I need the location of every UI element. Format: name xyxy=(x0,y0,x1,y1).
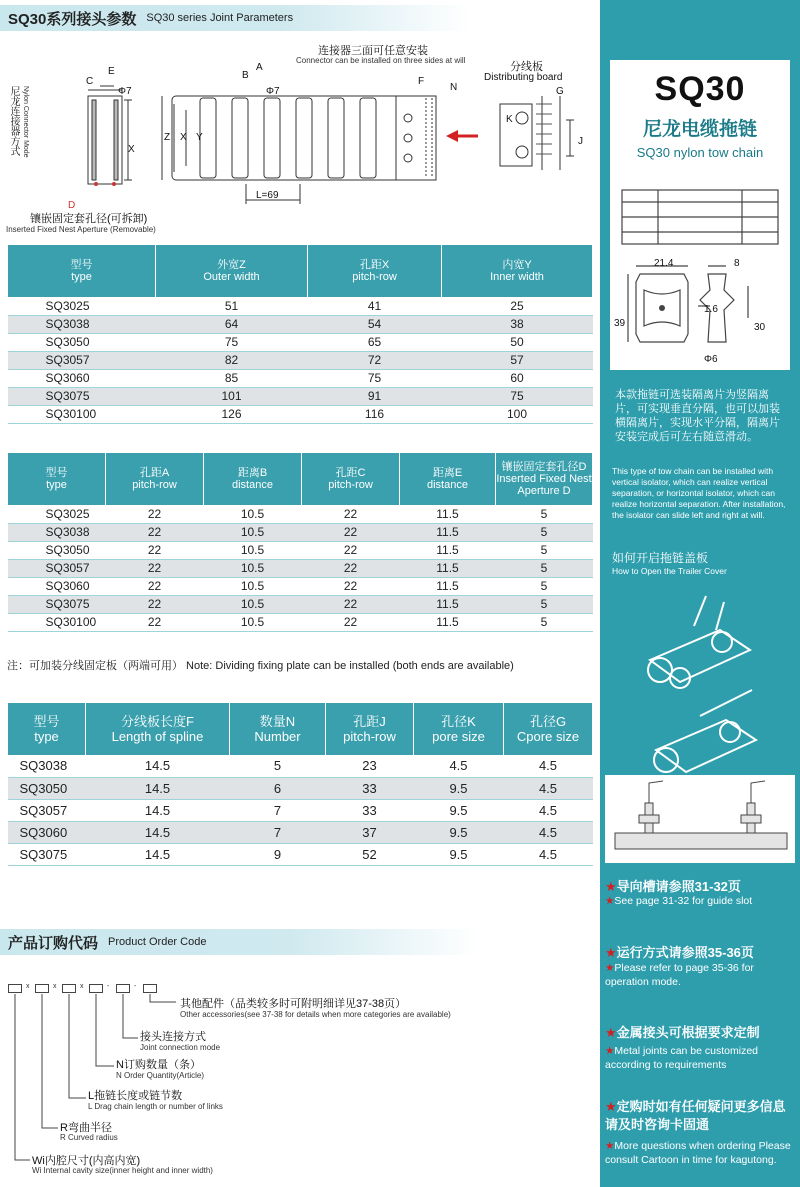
table-row xyxy=(8,821,593,843)
code-sep-5: - xyxy=(134,983,137,990)
table-cell: 22 xyxy=(106,595,204,613)
connector-cn: 连接器三面可任意安装 xyxy=(318,45,428,57)
table-cell: 91 xyxy=(308,387,442,405)
dim-label-l: L=69 xyxy=(256,190,279,201)
cell-type: SQ3060 xyxy=(8,577,106,595)
table-cell: 116 xyxy=(308,405,442,423)
dim-label-e: E xyxy=(108,66,115,77)
th-inner-width: 内宽Y Inner width xyxy=(442,245,593,297)
connector-en: Connector can be installed on three sides at will xyxy=(296,56,466,65)
table-row xyxy=(8,297,593,315)
table-cell: 5 xyxy=(496,505,593,523)
cell-type: SQ3025 xyxy=(8,297,156,315)
cell-type: SQ3060 xyxy=(8,369,156,387)
table-cell: 100 xyxy=(442,405,593,423)
dim-label-d: D xyxy=(68,200,76,211)
cell-type: SQ3075 xyxy=(8,843,86,865)
note-guide-slot-en: ★See page 31-32 for guide slot xyxy=(605,895,753,907)
star-icon: ★ xyxy=(605,1025,617,1040)
cell-type: SQ3038 xyxy=(8,523,106,541)
code-sep-1: x xyxy=(26,983,30,990)
star-icon: ★ xyxy=(605,895,615,907)
th-type: 型号 type xyxy=(8,703,86,755)
table-cell: 82 xyxy=(156,351,308,369)
dim-label-n: N xyxy=(450,82,458,93)
table-cell: 33 xyxy=(326,777,414,799)
table-cell: 9.5 xyxy=(414,799,504,821)
table-cell: 4.5 xyxy=(504,755,593,777)
nest-aperture-en: Inserted Fixed Nest Aperture (Removable) xyxy=(6,225,156,234)
dim-label-z: Z xyxy=(164,132,171,143)
table-cell: 60 xyxy=(442,369,593,387)
th-pitch-a: 孔距A pitch-row xyxy=(106,453,204,505)
table-row xyxy=(8,333,593,351)
table-row xyxy=(8,613,593,631)
code-sep-4: - xyxy=(107,983,110,990)
table-cell: 9.5 xyxy=(414,777,504,799)
table-cell: 23 xyxy=(326,755,414,777)
dim-21-4: 21.4 xyxy=(654,258,674,269)
order-item-length-cn: L拖链长度或链节数 xyxy=(88,1090,183,1102)
table-cell: 4.5 xyxy=(504,843,593,865)
table-cell: 10.5 xyxy=(204,595,302,613)
table-row xyxy=(8,351,593,369)
th-type: 型号 type xyxy=(8,453,106,505)
table-row xyxy=(8,405,593,423)
th-type: 型号 type xyxy=(8,245,156,297)
table-cell: 33 xyxy=(326,799,414,821)
order-item-accessories-en: Other accessories(see 37-38 for details when more categories are available) xyxy=(180,1010,451,1019)
guide-slot-card xyxy=(605,775,795,863)
dim-label-x: X xyxy=(180,132,187,143)
nest-aperture-cn: 镶嵌固定套孔径(可拆卸) xyxy=(30,213,148,225)
table-cell: 50 xyxy=(442,333,593,351)
table-cell: 10.5 xyxy=(204,577,302,595)
dim-label-x-left: X xyxy=(128,144,135,155)
table-cell: 22 xyxy=(302,577,400,595)
th-number-n: 数量N Number xyxy=(230,703,326,755)
distributing-cn: 分线板 xyxy=(510,61,543,73)
table-row xyxy=(8,755,593,777)
table-cell: 5 xyxy=(496,541,593,559)
how-open-en: How to Open the Trailer Cover xyxy=(612,566,727,576)
cell-type: SQ3038 xyxy=(8,755,86,777)
table-row xyxy=(8,777,593,799)
cell-type: SQ3050 xyxy=(8,333,156,351)
table-cell: 9.5 xyxy=(414,843,504,865)
table-cell: 11.5 xyxy=(400,559,496,577)
note-guide-slot-cn: ★导向槽请参照31-32页 xyxy=(605,879,741,894)
order-item-radius-en: R Curved radius xyxy=(60,1133,118,1142)
order-item-quantity-en: N Order Quantity(Article) xyxy=(116,1071,205,1080)
th-pore-k: 孔径K pore size xyxy=(414,703,504,755)
table-cell: 38 xyxy=(442,315,593,333)
table-cell: 10.5 xyxy=(204,505,302,523)
table-cell: 85 xyxy=(156,369,308,387)
table-cell: 54 xyxy=(308,315,442,333)
table-cell: 65 xyxy=(308,333,442,351)
star-icon: ★ xyxy=(605,1140,615,1152)
table-cell: 14.5 xyxy=(86,821,230,843)
th-outer-width: 外宽Z Outer width xyxy=(156,245,308,297)
dim-1-6: 1.6 xyxy=(704,304,718,315)
dim-label-j: J xyxy=(578,136,583,147)
dim-label-c: C xyxy=(86,76,94,87)
star-icon: ★ xyxy=(605,1099,617,1114)
table-row xyxy=(8,387,593,405)
order-item-joint-cn: 接头连接方式 xyxy=(140,1031,206,1043)
table-cell: 5 xyxy=(496,577,593,595)
table-cell: 10.5 xyxy=(204,523,302,541)
table-cell: 5 xyxy=(496,523,593,541)
nylon-mode-en: Nylon Connector Mode xyxy=(22,86,29,158)
product-title: SQ30 xyxy=(654,70,746,108)
table-cell: 5 xyxy=(496,613,593,631)
table-cell: 75 xyxy=(156,333,308,351)
order-item-length-en: L Drag chain length or number of links xyxy=(88,1102,223,1111)
table-cell: 75 xyxy=(308,369,442,387)
open-cover-illustration xyxy=(630,590,780,780)
table-cell: 11.5 xyxy=(400,577,496,595)
star-icon: ★ xyxy=(605,1045,615,1057)
table-cell: 25 xyxy=(442,297,593,315)
table-cell: 51 xyxy=(156,297,308,315)
code-sep-3: x xyxy=(80,983,84,990)
cell-type: SQ3057 xyxy=(8,799,86,821)
order-item-radius-cn: R弯曲半径 xyxy=(60,1122,112,1134)
dim-label-phi7b: Φ7 xyxy=(266,86,280,97)
cell-type: SQ30100 xyxy=(8,613,106,631)
cell-type: SQ3057 xyxy=(8,559,106,577)
order-item-joint-en: Joint connection mode xyxy=(140,1043,221,1052)
table-cell: 22 xyxy=(302,613,400,631)
note-questions-en: ★More questions when ordering Please consult Cartoon in time for kagutong. xyxy=(605,1140,791,1166)
th-pitch-j: 孔距J pitch-row xyxy=(326,703,414,755)
table-cell: 72 xyxy=(308,351,442,369)
order-item-accessories-cn: 其他配件（品类较多时可附明细详见37-38页） xyxy=(180,998,407,1010)
note-metal-joints-cn: ★金属接头可根据要求定制 xyxy=(605,1025,760,1040)
star-icon: ★ xyxy=(605,879,617,894)
table-cell: 4.5 xyxy=(504,799,593,821)
star-icon: ★ xyxy=(605,962,615,974)
table-cell: 57 xyxy=(442,351,593,369)
cell-type: SQ3075 xyxy=(8,595,106,613)
cell-type: SQ3060 xyxy=(8,821,86,843)
table-cell: 4.5 xyxy=(414,755,504,777)
th-length-spline: 分线板长度F Length of spline xyxy=(86,703,230,755)
isolator-desc-cn: 本款拖链可选装隔离片为竖隔离片，可实现垂直分隔，也可以加装横隔离片，实现水平分隔，隔离片安装完成后可左右随意滑动。 xyxy=(615,389,780,443)
table-row xyxy=(8,369,593,387)
table-connector-dimensions xyxy=(7,453,593,632)
table-cell: 14.5 xyxy=(86,755,230,777)
th-distance-b: 距离B distance xyxy=(204,453,302,505)
dim-8: 8 xyxy=(734,258,740,269)
dim-label-g: G xyxy=(556,86,564,97)
table-outer-dimensions xyxy=(7,245,593,424)
table-row xyxy=(8,595,593,613)
sidebar-panel xyxy=(600,0,800,1187)
table-cell: 5 xyxy=(230,755,326,777)
product-subtitle-en: SQ30 nylon tow chain xyxy=(636,145,764,160)
note-metal-joints-en: ★Metal joints can be customized according to requirements xyxy=(605,1045,758,1071)
table-cell: 4.5 xyxy=(504,821,593,843)
section-title-en: SQ30 series Joint Parameters xyxy=(146,12,294,24)
note-operation-en: ★Please refer to page 35-36 for operation mode. xyxy=(605,962,754,988)
chain-link-drawing xyxy=(616,186,784,366)
table-cell: 101 xyxy=(156,387,308,405)
order-item-cavity-en: Wi Internal cavity size(inner height and inner width) xyxy=(32,1166,213,1175)
table-cell: 10.5 xyxy=(204,541,302,559)
table-cell: 10.5 xyxy=(204,613,302,631)
th-distance-e: 距离E distance xyxy=(400,453,496,505)
dim-30: 30 xyxy=(754,322,766,333)
table-row xyxy=(8,505,593,523)
table-cell: 22 xyxy=(106,577,204,595)
th-pitch-row: 孔距X pitch-row xyxy=(308,245,442,297)
star-icon: ★ xyxy=(605,945,617,960)
note-questions-cn: ★定购时如有任何疑问更多信息请及时咨询卡固通 xyxy=(605,1099,786,1132)
th-pore-g: 孔径G Cpore size xyxy=(504,703,593,755)
table-cell: 5 xyxy=(496,595,593,613)
order-item-cavity-cn: Wi内腔尺寸(内高内宽) xyxy=(32,1155,141,1167)
product-subtitle-cn: 尼龙电缆拖链 xyxy=(642,119,757,140)
dim-label-b: B xyxy=(242,70,249,81)
cell-type: SQ3075 xyxy=(8,387,156,405)
order-code-lines xyxy=(0,990,200,1170)
cell-type: SQ3057 xyxy=(8,351,156,369)
code-sep-2: x xyxy=(53,983,57,990)
table-cell: 11.5 xyxy=(400,613,496,631)
table-cell: 7 xyxy=(230,799,326,821)
dim-label-f: F xyxy=(418,76,425,87)
cell-type: SQ3050 xyxy=(8,541,106,559)
dim-label-k: K xyxy=(506,114,513,125)
section-header-order-code xyxy=(0,929,480,955)
table-row xyxy=(8,523,593,541)
cell-type: SQ30100 xyxy=(8,405,156,423)
section-title-cn: 产品订购代码 xyxy=(8,934,99,952)
table-cell: 126 xyxy=(156,405,308,423)
table-cell: 11.5 xyxy=(400,523,496,541)
table-cell: 52 xyxy=(326,843,414,865)
section-header-joint-params xyxy=(0,5,470,31)
table-row xyxy=(8,577,593,595)
dim-label-y: Y xyxy=(196,132,203,143)
cell-type: SQ3038 xyxy=(8,315,156,333)
th-pitch-c: 孔距C pitch-row xyxy=(302,453,400,505)
table-cell: 14.5 xyxy=(86,843,230,865)
cell-type: SQ3025 xyxy=(8,505,106,523)
table-cell: 22 xyxy=(106,559,204,577)
table-cell: 5 xyxy=(496,559,593,577)
table-row xyxy=(8,315,593,333)
guide-bracket-drawing xyxy=(605,775,795,863)
cell-type: SQ3050 xyxy=(8,777,86,799)
table-cell: 22 xyxy=(106,505,204,523)
table-cell: 11.5 xyxy=(400,595,496,613)
dim-39: 39 xyxy=(614,318,626,329)
section-title-en: Product Order Code xyxy=(108,936,207,948)
note-operation-cn: ★运行方式请参照35-36页 xyxy=(605,945,754,960)
table-cell: 22 xyxy=(302,595,400,613)
table-cell: 22 xyxy=(302,559,400,577)
table-cell: 22 xyxy=(302,541,400,559)
isolator-desc-en: This type of tow chain can be installed with vertical isolator, which can realize vertical separation, or horizontal isolator, which can realize horizontal separation. After installation, the isolator can slide left and right at will. xyxy=(612,466,786,520)
table-cell: 64 xyxy=(156,315,308,333)
table-row xyxy=(8,799,593,821)
table-cell: 11.5 xyxy=(400,505,496,523)
nylon-mode-cn: 尼龙连接器方式 xyxy=(8,86,19,156)
table-cell: 37 xyxy=(326,821,414,843)
table-cell: 75 xyxy=(442,387,593,405)
table-cell: 22 xyxy=(106,523,204,541)
how-open-cn: 如何开启拖链盖板 xyxy=(612,551,709,565)
order-item-quantity-cn: N订购数量（条） xyxy=(116,1059,201,1071)
table-row xyxy=(8,843,593,865)
table-cell: 11.5 xyxy=(400,541,496,559)
dim-label-a: A xyxy=(256,62,263,73)
table-distributing-board xyxy=(7,703,593,866)
table-cell: 22 xyxy=(106,613,204,631)
table-cell: 6 xyxy=(230,777,326,799)
table-cell: 10.5 xyxy=(204,559,302,577)
table-cell: 22 xyxy=(302,523,400,541)
th-nest-aperture: 镶嵌固定套孔径D Inserted Fixed Nest Aperture D xyxy=(496,453,593,505)
table-cell: 9.5 xyxy=(414,821,504,843)
table-cell: 22 xyxy=(302,505,400,523)
table-cell: 14.5 xyxy=(86,777,230,799)
table-cell: 9 xyxy=(230,843,326,865)
table-cell: 41 xyxy=(308,297,442,315)
dim-phi6: Φ6 xyxy=(704,354,718,365)
table-cell: 14.5 xyxy=(86,799,230,821)
table-cell: 4.5 xyxy=(504,777,593,799)
table-cell: 7 xyxy=(230,821,326,843)
dim-label-phi7a: Φ7 xyxy=(118,86,132,97)
distributing-en: Distributing board xyxy=(484,72,563,83)
table-cell: 22 xyxy=(106,541,204,559)
table-row xyxy=(8,541,593,559)
dividing-plate-note: 注：可加装分线固定板（两端可用） Note: Dividing fixing plate can be installed (both ends are available) xyxy=(7,660,514,672)
table-row xyxy=(8,559,593,577)
section-title-cn: SQ30系列接头参数 xyxy=(8,10,137,28)
